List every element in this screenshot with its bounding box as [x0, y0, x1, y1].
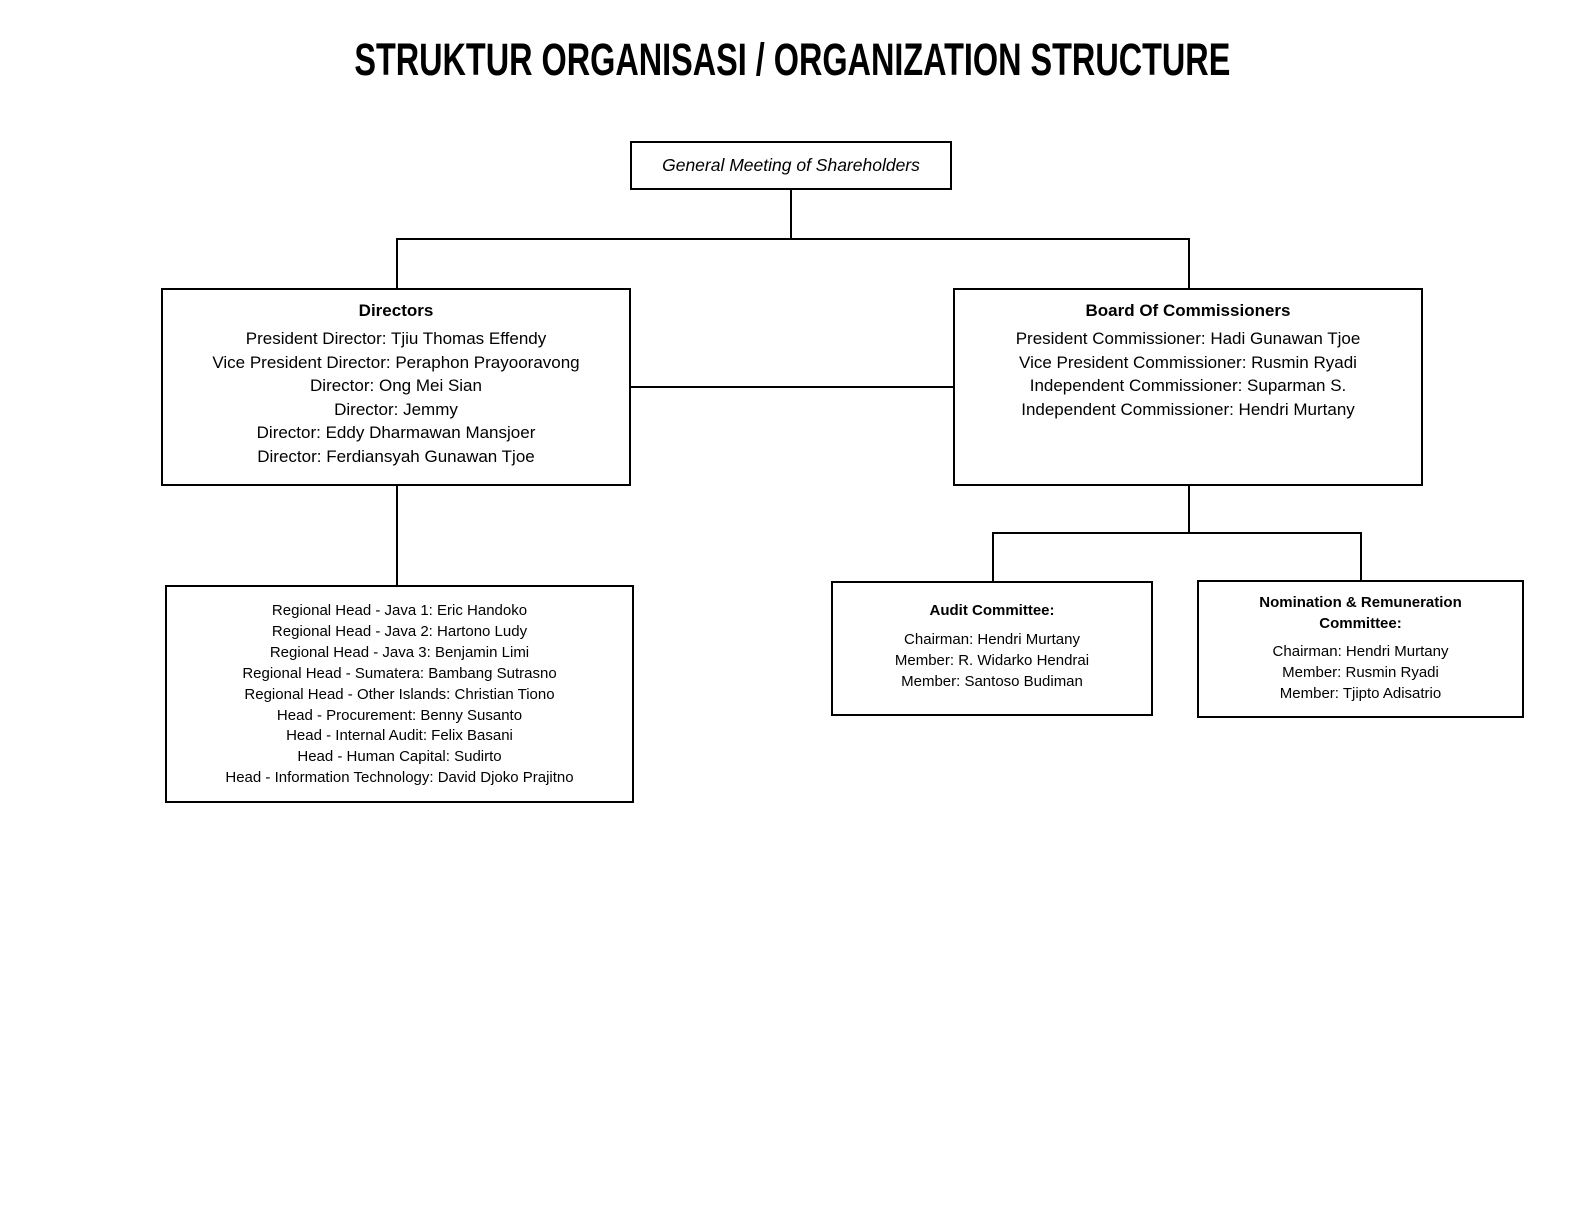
nomination-committee-title — [1199, 592, 1522, 634]
node-directors — [161, 288, 631, 486]
connector-directors-commissioners — [631, 386, 953, 388]
audit-committee-member: Member: R. Widarko Hendrai — [894, 652, 1090, 669]
nomination-committee-member: Member: Tjipto Adisatrio — [1279, 685, 1442, 702]
node-regional-heads — [165, 585, 634, 803]
audit-committee-member: Chairman: Hendri Murtany — [904, 631, 1080, 648]
heads-member: Regional Head - Java 2: Hartono Ludy — [271, 622, 528, 640]
heads-member: Regional Head - Other Islands: Christian Tiono — [244, 685, 555, 703]
commissioners-title: Board Of Commissioners — [1085, 301, 1291, 320]
node-audit-committee — [831, 581, 1153, 716]
directors-member: Director: Ferdiansyah Gunawan Tjoe — [257, 446, 535, 466]
nomination-committee-title-line2: Committee: — [1319, 615, 1402, 632]
node-general-meeting-of-shareholders — [630, 141, 952, 190]
nomination-committee-member: Member: Rusmin Ryadi — [1282, 664, 1439, 681]
directors-member: Director: Jemmy — [334, 399, 458, 419]
page-title-container — [0, 34, 1584, 86]
heads-member: Head - Information Technology: David Djoko Prajitno — [225, 769, 574, 787]
heads-member: Regional Head - Sumatera: Bambang Sutrasno — [242, 664, 557, 682]
connector-to-directors — [396, 238, 398, 288]
heads-member: Regional Head - Java 3: Benjamin Limi — [269, 643, 530, 661]
connector-top-horizontal — [396, 238, 1190, 240]
directors-title: Directors — [358, 301, 434, 320]
node-nomination-remuneration-committee — [1197, 580, 1524, 718]
commissioners-member: Independent Commissioner: Suparman S. — [1029, 376, 1347, 395]
directors-member: Director: Ong Mei Sian — [310, 376, 482, 395]
audit-committee-title: Audit Committee: — [929, 602, 1055, 619]
nomination-committee-title-line1: Nomination & Remuneration — [1259, 594, 1462, 611]
connector-to-audit-committee — [992, 532, 994, 581]
connector-commissioners-down — [1188, 486, 1190, 532]
nomination-committee-member: Chairman: Hendri Murtany — [1272, 643, 1449, 660]
shareholders-label: General Meeting of Shareholders — [662, 155, 920, 175]
connector-to-nomination-committee — [1360, 532, 1362, 580]
connector-shareholders-down — [790, 190, 792, 238]
directors-member: President Director: Tjiu Thomas Effendy — [245, 329, 547, 348]
connector-committees-horizontal — [992, 532, 1362, 534]
commissioners-member: Vice President Commissioner: Rusmin Ryadi — [1019, 352, 1357, 372]
page-title: STRUKTUR ORGANISASI / ORGANIZATION STRUCTURE — [354, 34, 1230, 85]
directors-member: Vice President Director: Peraphon Prayooravong — [212, 352, 580, 372]
heads-member: Head - Internal Audit: Felix Basani — [286, 727, 513, 745]
heads-member: Regional Head - Java 1: Eric Handoko — [271, 602, 528, 619]
heads-member: Head - Procurement: Benny Susanto — [276, 706, 523, 724]
directors-member: Director: Eddy Dharmawan Mansjoer — [256, 423, 536, 442]
connector-directors-to-heads — [396, 486, 398, 585]
node-board-of-commissioners — [953, 288, 1423, 486]
commissioners-member: Independent Commissioner: Hendri Murtany — [1021, 399, 1355, 419]
commissioners-member: President Commissioner: Hadi Gunawan Tjoe — [1015, 329, 1361, 348]
connector-to-commissioners — [1188, 238, 1190, 288]
heads-member: Head - Human Capital: Sudirto — [297, 748, 502, 766]
audit-committee-member: Member: Santoso Budiman — [901, 673, 1083, 690]
